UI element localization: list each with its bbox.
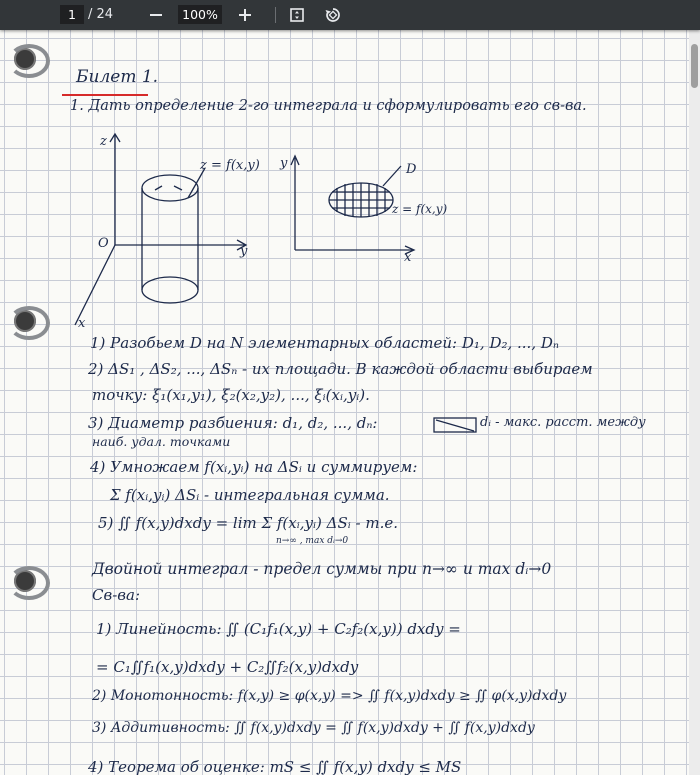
fig1-surface-label: z = f(x,y): [200, 158, 260, 173]
fig1-origin-label: O: [98, 236, 109, 251]
property-3: 3) Аддитивность: ∬ f(x,y)dxdy = ∬ f(x,y)dxdy + ∬ f(x,y)dxdy: [92, 720, 535, 736]
fig2-surface-label: z = f(x,y): [392, 202, 448, 216]
toolbar-divider: [275, 7, 276, 23]
minus-icon: [149, 8, 163, 22]
fig1-y-label: y: [240, 244, 248, 259]
property-2: 2) Монотонность: f(x,y) ≥ φ(x,y) => ∬ f(x,y)dxdy ≥ ∬ φ(x,y)dxdy: [92, 688, 567, 704]
step-5-limit: n→∞ , max dᵢ→0: [276, 536, 349, 546]
step-2b: точку: ξ₁(x₁,y₁), ξ₂(x₂,y₂), ..., ξᵢ(xᵢ,yᵢ).: [92, 386, 370, 404]
property-1b: = C₁∬f₁(x,y)dxdy + C₂∬f₂(x,y)dxdy: [96, 658, 359, 676]
fig2-x-label: x: [404, 250, 412, 265]
rotate-button[interactable]: [322, 5, 344, 24]
scrollbar[interactable]: [689, 30, 700, 775]
page-number-input[interactable]: [60, 5, 84, 24]
step-1: 1) Разобьем D на N элементарных областей: D₁, D₂, ..., Dₙ: [90, 334, 559, 352]
fig1-z-label: z: [100, 134, 107, 149]
property-1a: 1) Линейность: ∬ (C₁f₁(x,y) + C₂f₂(x,y)) dxdy =: [96, 620, 461, 638]
property-4: 4) Теорема об оценке: mS ≤ ∬ f(x,y) dxdy ≤ MS: [88, 758, 462, 775]
zoom-in-button[interactable]: [234, 5, 256, 24]
fig2-d-label: D: [406, 162, 417, 177]
step-2a: 2) ΔS₁ , ΔS₂, ..., ΔSₙ - их площади. В каждой области выбираем: [88, 360, 593, 378]
zoom-input[interactable]: [178, 5, 222, 24]
pdf-page: [0, 30, 689, 775]
step-3a: 3) Диаметр разбиения: d₁, d₂, ..., dₙ:: [88, 414, 378, 432]
step-4a: 4) Умножаем f(xᵢ,yᵢ) на ΔSᵢ и суммируем:: [90, 458, 418, 476]
plus-icon: [238, 8, 252, 22]
properties-heading: Св-ва:: [92, 586, 141, 604]
ticket-title: Билет 1.: [76, 67, 159, 87]
definition: Двойной интеграл - предел суммы при n→∞ и max dᵢ→0: [92, 560, 552, 578]
step-3c: наиб. удал. точками: [92, 434, 231, 449]
step-4b: Σ f(xᵢ,yᵢ) ΔSᵢ - интегральная сумма.: [110, 486, 390, 504]
fit-page-icon: [289, 7, 305, 23]
step-3b: dᵢ - макс. расст. между: [480, 415, 646, 430]
zoom-out-button[interactable]: [145, 5, 167, 24]
scrollbar-thumb[interactable]: [691, 44, 698, 88]
page-total: / 24: [88, 7, 114, 22]
fig2-y-label: y: [280, 156, 288, 171]
binder-ring: [8, 566, 50, 600]
title-underline: [62, 94, 148, 96]
diameter-sketch: [432, 416, 480, 438]
pdf-toolbar: [0, 0, 700, 30]
binder-ring: [8, 306, 50, 340]
fig1-x-label: x: [78, 316, 86, 331]
binder-ring: [8, 44, 50, 78]
rotate-icon: [324, 6, 342, 24]
question-1: 1. Дать определение 2-го интеграла и сформулировать его св-ва.: [70, 98, 587, 114]
step-5: 5) ∬ f(x,y)dxdy = lim Σ f(xᵢ,yᵢ) ΔSᵢ - т.е.: [98, 514, 398, 532]
fit-page-button[interactable]: [286, 5, 308, 24]
